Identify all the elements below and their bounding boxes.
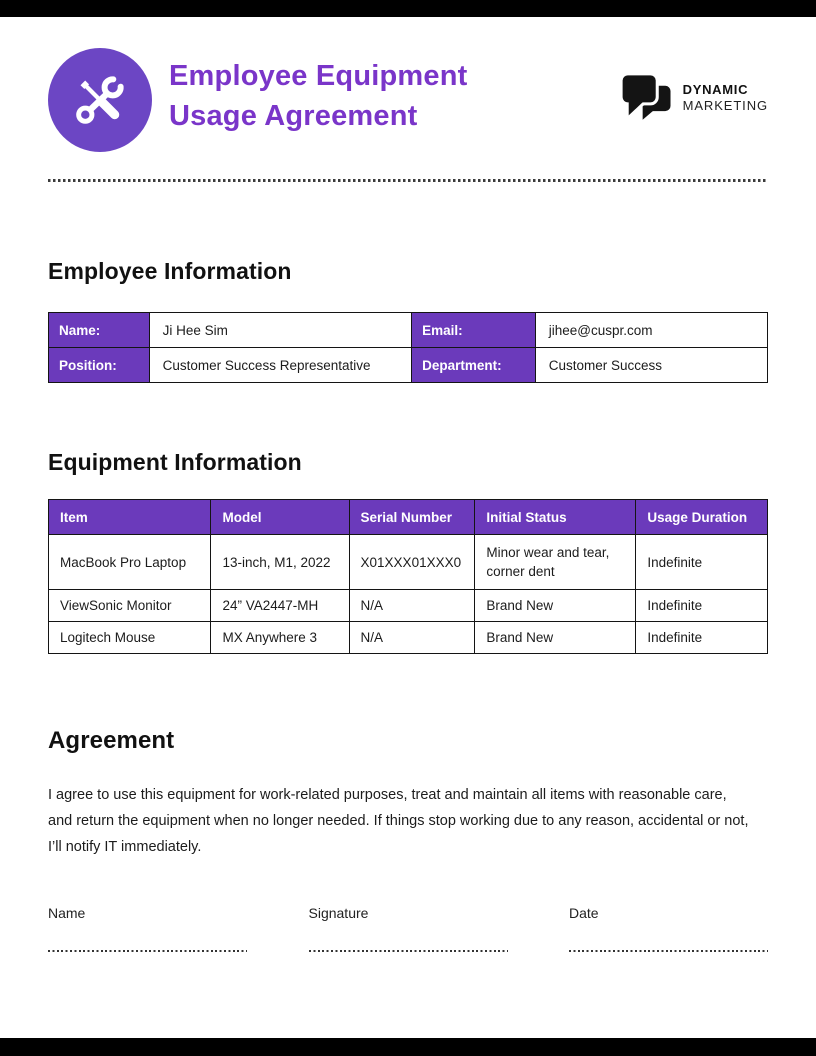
- agreement-text: I agree to use this equipment for work-related purposes, treat and maintain all items with reasonable care, and return the equipment when no longer needed. If things stop working due to any reason, accidental or not, I’ll notify IT immediately.: [48, 787, 749, 855]
- company-name: [683, 82, 768, 114]
- table-cell: Minor wear and tear, corner dent: [475, 535, 636, 590]
- field-value-department: Customer Success: [535, 348, 767, 383]
- chat-bubbles-icon: [620, 72, 674, 124]
- company-name-line1: DYNAMIC: [682, 82, 749, 97]
- table-cell: MacBook Pro Laptop: [49, 535, 211, 590]
- table-cell: X01XXX01XXX0: [349, 535, 475, 590]
- field-value-name: Ji Hee Sim: [149, 313, 411, 348]
- signature-line-date: [569, 950, 768, 952]
- table-cell: ViewSonic Monitor: [49, 590, 211, 622]
- table-cell: Indefinite: [636, 590, 768, 622]
- column-header-usage-duration: Usage Duration: [636, 500, 768, 535]
- signature-label-name: Name: [48, 905, 86, 921]
- table-cell: 13-inch, M1, 2022: [211, 535, 349, 590]
- page-title: [169, 48, 468, 136]
- table-row: [49, 590, 768, 622]
- table-row: [49, 622, 768, 654]
- equipment-table: [48, 499, 768, 654]
- table-cell: Brand New: [475, 622, 636, 654]
- table-cell: Indefinite: [636, 535, 768, 590]
- column-header-model: Model: [211, 500, 349, 535]
- table-row: [49, 313, 768, 348]
- company-logo: [620, 48, 768, 124]
- signature-line-name: [48, 950, 247, 952]
- table-cell: Logitech Mouse: [49, 622, 211, 654]
- table-cell: N/A: [349, 590, 475, 622]
- signature-block: [48, 904, 768, 952]
- signature-field-name: [48, 904, 247, 952]
- signature-field-date: [569, 904, 768, 952]
- field-label-position: Position:: [49, 348, 150, 383]
- field-value-email: jihee@cuspr.com: [535, 313, 767, 348]
- column-header-serial-number: Serial Number: [349, 500, 475, 535]
- table-cell: Brand New: [475, 590, 636, 622]
- page-title-line2: Usage Agreement: [169, 100, 418, 132]
- table-row: [49, 535, 768, 590]
- field-value-position: Customer Success Representative: [149, 348, 411, 383]
- tools-badge: [48, 48, 152, 152]
- page-content: [48, 0, 768, 952]
- document-header: [48, 48, 768, 152]
- table-cell: N/A: [349, 622, 475, 654]
- page-title-line1: Employee Equipment: [169, 60, 468, 92]
- dotted-divider: [48, 179, 768, 182]
- section-heading-employee-information: Employee Information: [48, 258, 292, 284]
- signature-label-date: Date: [569, 905, 599, 921]
- signature-line-signature: [309, 950, 508, 952]
- tools-icon: [65, 65, 135, 135]
- bottom-border-bar: [0, 1038, 816, 1056]
- table-cell: 24” VA2447-MH: [211, 590, 349, 622]
- table-cell: MX Anywhere 3: [211, 622, 349, 654]
- section-heading-equipment-information: Equipment Information: [48, 449, 302, 475]
- company-name-line2: MARKETING: [682, 98, 768, 113]
- column-header-item: Item: [49, 500, 211, 535]
- section-heading-agreement: Agreement: [48, 727, 175, 754]
- employee-info-table: [48, 312, 768, 383]
- field-label-name: Name:: [49, 313, 150, 348]
- field-label-department: Department:: [412, 348, 536, 383]
- table-header-row: [49, 500, 768, 535]
- table-cell: Indefinite: [636, 622, 768, 654]
- signature-field-signature: [309, 904, 508, 952]
- field-label-email: Email:: [412, 313, 536, 348]
- table-row: [49, 348, 768, 383]
- signature-label-signature: Signature: [308, 905, 369, 921]
- column-header-initial-status: Initial Status: [475, 500, 636, 535]
